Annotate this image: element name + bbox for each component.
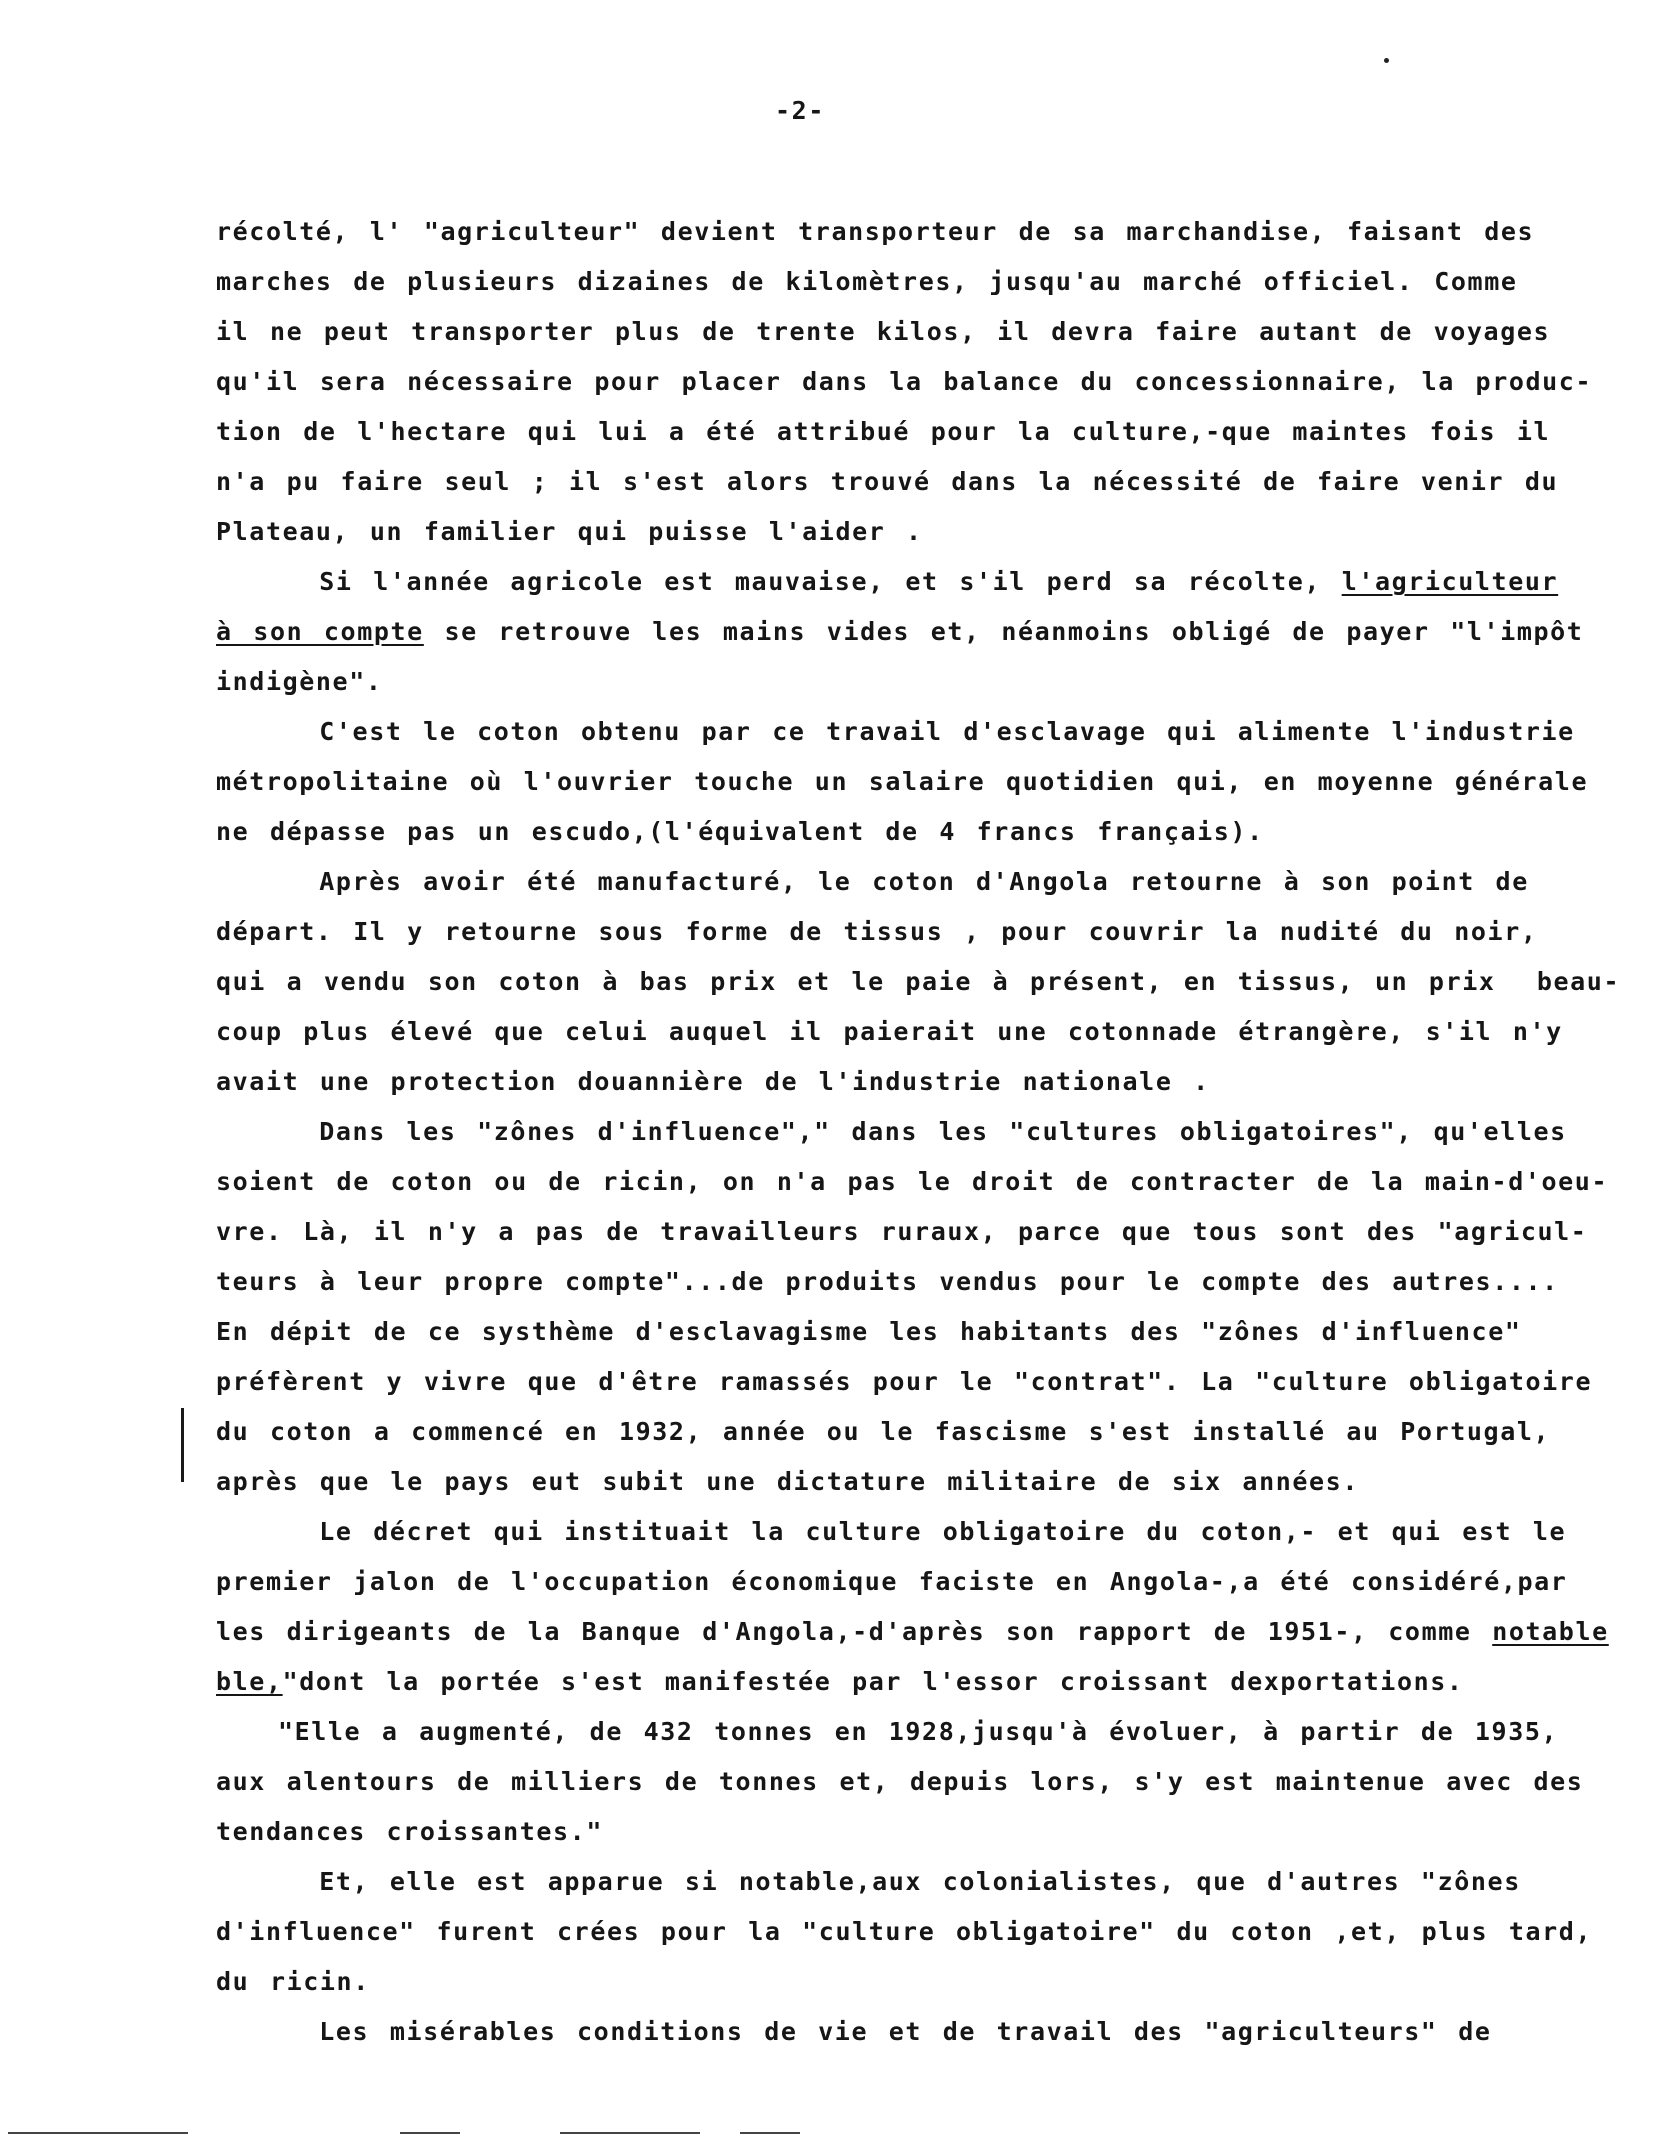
text-line: après que le pays eut subit une dictature militaire de six années. [216,1467,1359,1496]
scan-edge-artifact [0,2132,1680,2138]
text-line: marches de plusieurs dizaines de kilomètres, jusqu'au marché officiel. Comme [216,267,1518,296]
text-line: tendances croissantes." [216,1817,603,1846]
ink-speck [1384,58,1389,63]
text-segment: Si l'année agricole est mauvaise, et s'il perd sa récolte, [216,567,1342,596]
text-line: d'influence" furent crées pour la "culture obligatoire" du coton ,et, plus tard, [216,1917,1593,1946]
text-line [216,1615,1656,1649]
text-line: Dans les "zônes d'influence"," dans les "cultures obligatoires", qu'elles [216,1117,1567,1146]
text-line: qui a vendu son coton à bas prix et le paie à présent, en tissus, un prix beau- [216,967,1621,996]
text-segment: se retrouve les mains vides et, néanmoins obligé de payer "l'impôt [423,617,1584,646]
underlined-phrase: notable [1492,1617,1609,1646]
text-line: départ. Il y retourne sous forme de tissus , pour couvrir la nudité du noir, [216,917,1538,946]
text-line: coup plus élevé que celui auquel il paierait une cotonnade étrangère, s'il n'y [216,1017,1563,1046]
text-line: tion de l'hectare qui lui a été attribué pour la culture,-que maintes fois il [216,417,1551,446]
text-line: vre. Là, il n'y a pas de travailleurs ruraux, parce que tous sont des "agricul- [216,1217,1588,1246]
text-line: Et, elle est apparue si notable,aux colonialistes, que d'autres "zônes [216,1867,1521,1896]
text-segment: les dirigeants de la Banque d'Angola,-d'après son rapport de 1951-, comme [216,1617,1493,1646]
text-line [216,1665,1656,1699]
text-line: Les misérables conditions de vie et de travail des "agriculteurs" de [216,2017,1492,2046]
text-line [216,565,1656,599]
underlined-phrase: l'agriculteur [1341,567,1559,596]
text-line: indigène". [216,667,383,696]
text-line: teurs à leur propre compte"...de produits vendus pour le compte des autres.... [216,1267,1559,1296]
text-line: qu'il sera nécessaire pour placer dans la balance du concessionnaire, la produc- [216,367,1593,396]
text-line: récolté, l' "agriculteur" devient transporteur de sa marchandise, faisant des [216,217,1535,246]
text-line: En dépit de ce systhème d'esclavagisme les habitants des "zônes d'influence" [216,1317,1522,1346]
underlined-phrase: à son compte [216,617,424,646]
text-line: Le décret qui instituait la culture obligatoire du coton,- et qui est le [216,1517,1567,1546]
text-line: aux alentours de milliers de tonnes et, depuis lors, s'y est maintenue avec des [216,1767,1584,1796]
text-line [216,615,1656,649]
text-line: il ne peut transporter plus de trente kilos, il devra faire autant de voyages [216,317,1551,346]
text-line: premier jalon de l'occupation économique faciste en Angola-,a été considéré,par [216,1567,1568,1596]
text-line: n'a pu faire seul ; il s'est alors trouvé dans la nécessité de faire venir du [216,467,1559,496]
text-line: Plateau, un familier qui puisse l'aider . [216,517,923,546]
margin-mark [181,1408,184,1482]
text-line: du coton a commencé en 1932, année ou le fascisme s'est installé au Portugal, [216,1417,1551,1446]
text-line: soient de coton ou de ricin, on n'a pas le droit de contracter de la main-d'oeu- [216,1167,1609,1196]
text-line: Après avoir été manufacturé, le coton d'Angola retourne à son point de [216,867,1529,896]
text-line: du ricin. [216,1967,370,1996]
text-line: avait une protection douannière de l'industrie nationale . [216,1067,1210,1096]
text-line: préfèrent y vivre que d'être ramassés pour le "contrat". La "culture obligatoire [216,1367,1593,1396]
text-segment: "dont la portée s'est manifestée par l'essor croissant dexportations. [282,1667,1464,1696]
underlined-phrase: ble, [216,1667,283,1696]
page-number: -2- [775,96,825,125]
text-line: ne dépasse pas un escudo,(l'équivalent de 4 francs français). [216,817,1264,846]
text-line: "Elle a augmenté, de 432 tonnes en 1928,jusqu'à évoluer, à partir de 1935, [216,1717,1559,1746]
text-line: C'est le coton obtenu par ce travail d'esclavage qui alimente l'industrie [216,717,1575,746]
text-line: métropolitaine où l'ouvrier touche un salaire quotidien qui, en moyenne générale [216,767,1589,796]
